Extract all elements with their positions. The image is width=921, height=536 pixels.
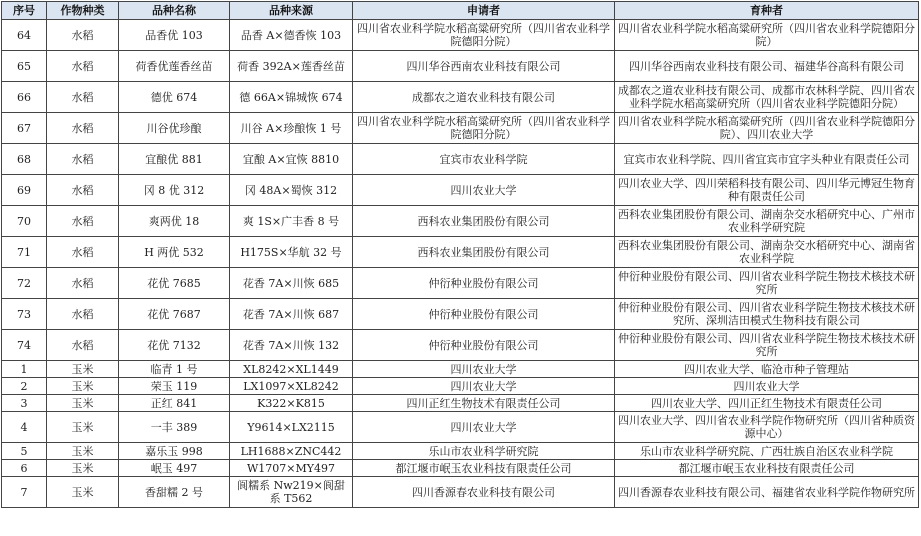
cell-applicant: 西科农业集团股份有限公司 [353,206,615,237]
table-row [2,206,919,237]
cell-no: 71 [2,237,47,268]
cell-no: 64 [2,20,47,51]
cell-breeder: 四川香源春农业科技有限公司、福建省农业科学院作物研究所 [615,477,919,508]
cell-variety-source: 荷香 392A×莲香丝苗 [230,51,353,82]
cell-no: 70 [2,206,47,237]
table-row [2,175,919,206]
cell-crop: 水稻 [47,299,119,330]
cell-breeder: 西科农业集团股份有限公司、湖南杂交水稻研究中心、广州市农业科学研究院 [615,206,919,237]
cell-breeder: 仲衍种业股份有限公司、四川省农业科学院生物技术核技术研究所 [615,268,919,299]
table-row [2,477,919,508]
cell-variety-source: 冈 48A×蜀恢 312 [230,175,353,206]
cell-applicant: 仲衍种业股份有限公司 [353,299,615,330]
cell-variety-name: 品香优 103 [119,20,230,51]
cell-no: 72 [2,268,47,299]
cell-applicant: 仲衍种业股份有限公司 [353,330,615,361]
table-row [2,20,919,51]
cell-variety-source: K322×K815 [230,395,353,412]
header-row [2,2,919,20]
cell-crop: 水稻 [47,20,119,51]
cell-no: 74 [2,330,47,361]
cell-applicant: 西科农业集团股份有限公司 [353,237,615,268]
cell-crop: 水稻 [47,82,119,113]
cell-crop: 玉米 [47,361,119,378]
cell-variety-name: 德优 674 [119,82,230,113]
cell-breeder: 仲衍种业股份有限公司、四川省农业科学院生物技术核技术研究所 [615,330,919,361]
header-applicant: 申请者 [353,2,615,20]
cell-applicant: 四川农业大学 [353,378,615,395]
cell-no: 6 [2,460,47,477]
cell-variety-name: 冈 8 优 312 [119,175,230,206]
cell-variety-source: 花香 7A×川恢 132 [230,330,353,361]
table-row [2,395,919,412]
table-row [2,144,919,175]
cell-applicant: 四川正红生物技术有限责任公司 [353,395,615,412]
cell-variety-source: 爽 1S×广丰香 8 号 [230,206,353,237]
cell-no: 68 [2,144,47,175]
table-row [2,113,919,144]
cell-applicant: 四川农业大学 [353,175,615,206]
cell-crop: 水稻 [47,330,119,361]
cell-variety-name: 荷香优莲香丝苗 [119,51,230,82]
cell-variety-name: 花优 7132 [119,330,230,361]
cell-crop: 玉米 [47,443,119,460]
cell-breeder: 乐山市农业科学研究院、广西壮族自治区农业科学院 [615,443,919,460]
cell-no: 65 [2,51,47,82]
cell-variety-source: 德 66A×锦城恢 674 [230,82,353,113]
cell-variety-source: 阆糯系 Nw219×阆甜系 T562 [230,477,353,508]
cell-breeder: 四川华谷西南农业科技有限公司、福建华谷高科有限公司 [615,51,919,82]
cell-breeder: 都江堰市岷玉农业科技有限责任公司 [615,460,919,477]
cell-applicant: 四川农业大学 [353,361,615,378]
header-no: 序号 [2,2,47,20]
cell-crop: 水稻 [47,175,119,206]
cell-variety-source: H175S×华航 32 号 [230,237,353,268]
cell-crop: 玉米 [47,412,119,443]
table-row [2,82,919,113]
cell-crop: 水稻 [47,268,119,299]
table-row [2,412,919,443]
cell-variety-name: 川谷优珍酿 [119,113,230,144]
cell-variety-name: H 两优 532 [119,237,230,268]
cell-applicant: 四川香源春农业科技有限公司 [353,477,615,508]
cell-crop: 水稻 [47,206,119,237]
cell-breeder: 四川农业大学、临沧市种子管理站 [615,361,919,378]
cell-crop: 玉米 [47,395,119,412]
cell-variety-name: 荣玉 119 [119,378,230,395]
cell-breeder: 成都农之道农业科技有限公司、成都市农林科学院、四川省农业科学院水稻高粱研究所（四川省农业科学院德阳分院） [615,82,919,113]
cell-no: 4 [2,412,47,443]
cell-variety-source: W1707×MY497 [230,460,353,477]
cell-applicant: 都江堰市岷玉农业科技有限责任公司 [353,460,615,477]
cell-breeder: 四川农业大学、四川省农业科学院作物研究所（四川省种质资源中心） [615,412,919,443]
cell-variety-name: 花优 7687 [119,299,230,330]
header-variety-source: 品种来源 [230,2,353,20]
cell-variety-name: 花优 7685 [119,268,230,299]
header-variety-name: 品种名称 [119,2,230,20]
cell-variety-name: 爽两优 18 [119,206,230,237]
cell-applicant: 四川省农业科学院水稻高粱研究所（四川省农业科学院德阳分院） [353,113,615,144]
table-row [2,330,919,361]
cell-breeder: 四川农业大学、四川正红生物技术有限责任公司 [615,395,919,412]
cell-no: 69 [2,175,47,206]
cell-crop: 水稻 [47,51,119,82]
cell-crop: 水稻 [47,237,119,268]
header-crop: 作物种类 [47,2,119,20]
cell-variety-name: 宜酿优 881 [119,144,230,175]
cell-variety-source: LX1097×XL8242 [230,378,353,395]
cell-breeder: 四川农业大学、四川荣稻科技有限公司、四川华元博冠生物育种有限责任公司 [615,175,919,206]
cell-crop: 玉米 [47,477,119,508]
cell-applicant: 四川农业大学 [353,412,615,443]
cell-breeder: 四川省农业科学院水稻高粱研究所（四川省农业科学院德阳分院） [615,20,919,51]
table-row [2,268,919,299]
cell-variety-source: Y9614×LX2115 [230,412,353,443]
cell-breeder: 西科农业集团股份有限公司、湖南杂交水稻研究中心、湖南省农业科学院 [615,237,919,268]
cell-no: 2 [2,378,47,395]
cell-variety-source: XL8242×XL1449 [230,361,353,378]
cell-no: 7 [2,477,47,508]
variety-table [1,1,919,508]
cell-crop: 玉米 [47,460,119,477]
cell-variety-source: 花香 7A×川恢 685 [230,268,353,299]
cell-variety-source: LH1688×ZNC442 [230,443,353,460]
cell-applicant: 仲衍种业股份有限公司 [353,268,615,299]
cell-breeder: 宜宾市农业科学院、四川省宜宾市宜字头种业有限责任公司 [615,144,919,175]
cell-crop: 水稻 [47,113,119,144]
table-row [2,378,919,395]
cell-no: 66 [2,82,47,113]
cell-no: 1 [2,361,47,378]
table-row [2,299,919,330]
table-row [2,443,919,460]
cell-applicant: 四川省农业科学院水稻高粱研究所（四川省农业科学院德阳分院） [353,20,615,51]
cell-variety-source: 宜酿 A×宜恢 8810 [230,144,353,175]
table-row [2,361,919,378]
cell-no: 67 [2,113,47,144]
cell-variety-source: 品香 A×德香恢 103 [230,20,353,51]
cell-variety-name: 正红 841 [119,395,230,412]
cell-applicant: 四川华谷西南农业科技有限公司 [353,51,615,82]
table-row [2,460,919,477]
cell-crop: 玉米 [47,378,119,395]
cell-variety-name: 临青 1 号 [119,361,230,378]
cell-variety-name: 香甜糯 2 号 [119,477,230,508]
table-row [2,51,919,82]
cell-variety-name: 嘉乐玉 998 [119,443,230,460]
cell-variety-source: 花香 7A×川恢 687 [230,299,353,330]
cell-breeder: 仲衍种业股份有限公司、四川省农业科学院生物技术核技术研究所、深圳洁田模式生物科技有限公司 [615,299,919,330]
cell-breeder: 四川省农业科学院水稻高粱研究所（四川省农业科学院德阳分院）、四川农业大学 [615,113,919,144]
cell-no: 5 [2,443,47,460]
table-row [2,237,919,268]
cell-applicant: 宜宾市农业科学院 [353,144,615,175]
cell-variety-source: 川谷 A×珍酿恢 1 号 [230,113,353,144]
cell-variety-name: 岷玉 497 [119,460,230,477]
cell-no: 73 [2,299,47,330]
cell-applicant: 乐山市农业科学研究院 [353,443,615,460]
cell-applicant: 成都农之道农业科技有限公司 [353,82,615,113]
cell-no: 3 [2,395,47,412]
header-breeder: 育种者 [615,2,919,20]
cell-variety-name: 一丰 389 [119,412,230,443]
cell-crop: 水稻 [47,144,119,175]
cell-breeder: 四川农业大学 [615,378,919,395]
